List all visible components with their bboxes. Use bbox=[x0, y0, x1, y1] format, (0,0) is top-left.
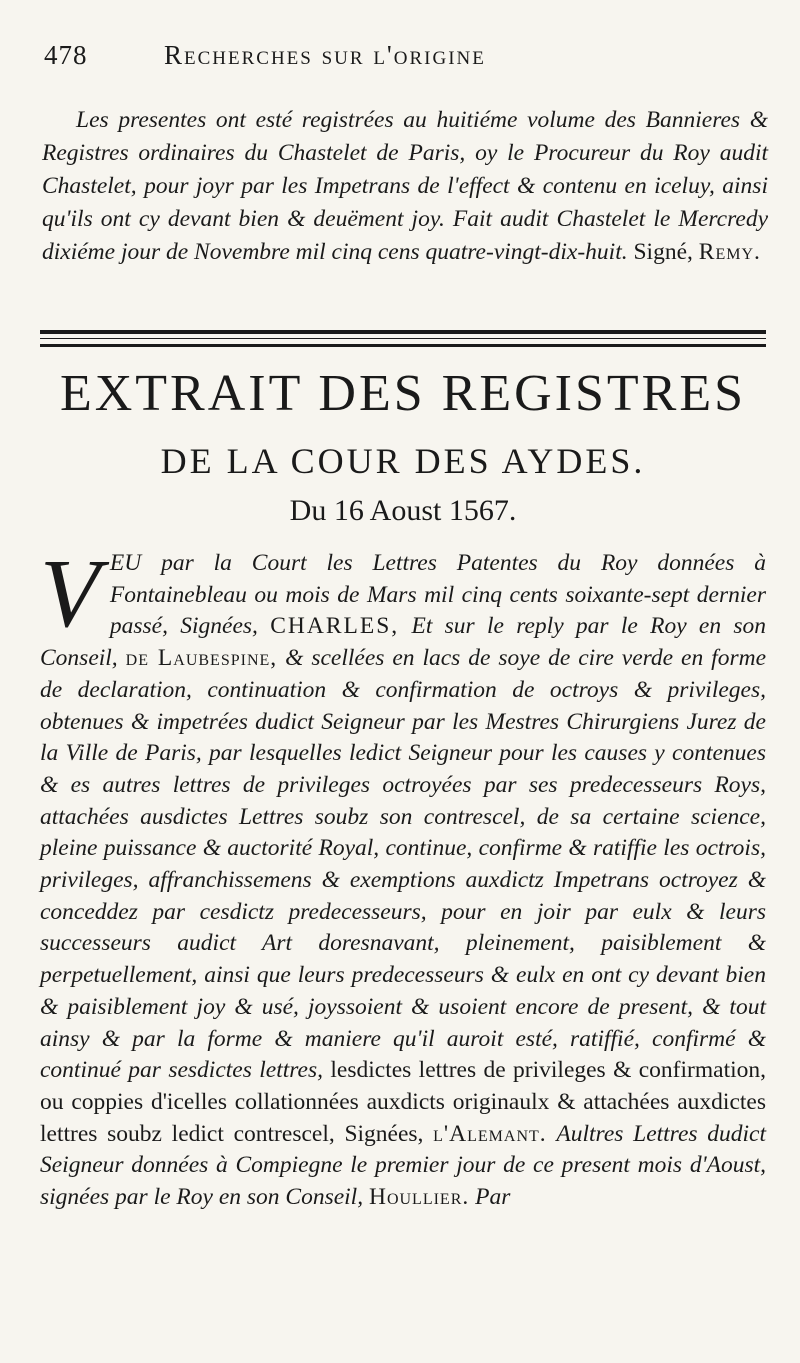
divider-rule-bottom bbox=[40, 344, 766, 347]
body-segment-5: Aultres Lettres dudict Seigneur données à Compiegne le premier jour de ce present mois d'Aoust, signées par le Roy en son Conseil, bbox=[40, 1120, 766, 1211]
section-date: Du 16 Aoust 1567. bbox=[289, 494, 517, 527]
signature-alemant: l'Alemant. bbox=[433, 1120, 547, 1147]
page-number: 478 bbox=[44, 40, 88, 70]
body-segment-3: & scellées en lacs de soye de cire verde en forme de declaration, continuation & confirmation de octroys & privileges, obtenues & impetrées dudict Seigneur par les Mestres Chirurgiens Jurez de la Ville de Paris, par lesquelles ledict Seigneur pour les causes y contenues & es autres lettres de privileges octroyées par ses predecesseurs Roys, attachées ausdictes Lettres soubz son contrescel, de sa certaine science, pleine puissance & auctorité Royal, continue, confirme & ratiffie les octrois, privileges, affranchissemens & exemptions auxdictz Impetrans octroyez & conceddez par cesdictz predecesseurs, pour en joir par eulx & leurs successeurs audict Art doresnavant, pleinement, paisiblement & perpetuellement, ainsi que leurs predecesseurs & eulx en ont cy devant bien & paisiblement joy & usé, joyssoient & usoient encore de present, & tout ainsy & par la forme & maniere qu'il auroit esté, ratiffié, confirmé & continué par sesdictes lettres, bbox=[40, 645, 767, 1084]
signed-label: Signé, bbox=[633, 239, 693, 265]
divider-rule-thin bbox=[40, 338, 766, 339]
body-segment-2: Et sur le reply par le Roy en son Conseil, bbox=[40, 613, 767, 672]
body-segment-4: lesdictes lettres de privileges & confirmation, ou coppies d'icelles collationnées auxdicts originaulx & attachées auxdictes lettres soubz ledict contrescel, Signées, bbox=[40, 1057, 766, 1147]
page-header bbox=[44, 40, 774, 80]
running-title: Recherches sur l'origine bbox=[164, 40, 486, 70]
signature-remy: Remy. bbox=[698, 239, 761, 265]
signature-laubespine: de Laubespine, bbox=[125, 645, 278, 672]
section-subtitle: DE LA COUR DES AYDES. bbox=[160, 441, 646, 481]
registration-note-text: Les presentes ont esté registrées au huitiéme volume des Bannieres & Registres ordinaires du Chastelet de Paris, oy le Procureur du Roy audit Chastelet, pour joyr par les Impetrans de l'effect & contenu en iceluy, ainsi qu'ils ont cy devant bien & deuëment joy. Fait audit Chastelet le Mercredy dixiéme jour de Novembre mil cinq cens quatre-vingt-dix-huit. bbox=[42, 107, 768, 265]
section-title: EXTRAIT DES REGISTRES bbox=[59, 365, 747, 422]
registration-note bbox=[42, 104, 768, 269]
body-paragraph bbox=[40, 540, 767, 1214]
drop-cap: V bbox=[40, 540, 100, 648]
body-segment-6: Par bbox=[475, 1184, 511, 1211]
signature-charles: CHARLES, bbox=[270, 613, 400, 640]
body-segment-1: EU par la Court les Lettres Patentes du Roy données à Fontainebleau ou mois de Mars mil cinq cents soixante-sept dernier passé, Signées, bbox=[109, 550, 766, 640]
divider-rule-thick bbox=[40, 330, 766, 334]
signature-houllier: Houllier. bbox=[368, 1184, 470, 1211]
